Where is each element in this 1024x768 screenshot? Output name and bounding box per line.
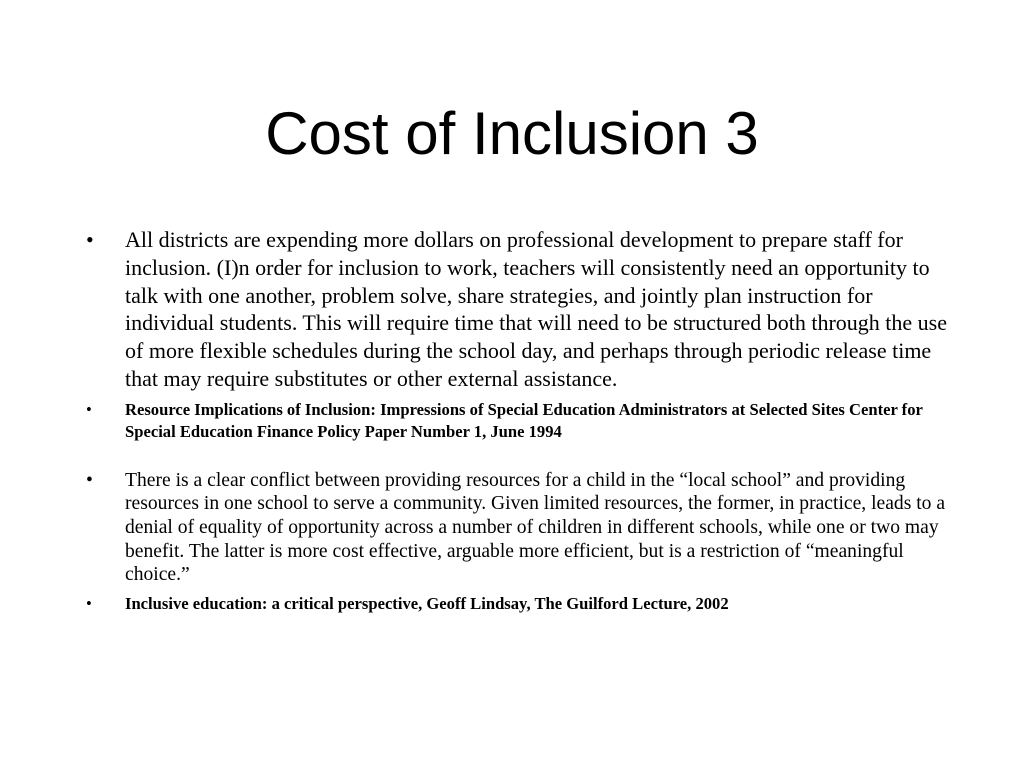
bullet-marker: •	[86, 399, 92, 419]
slide-title: Cost of Inclusion 3	[265, 100, 759, 167]
bullet-marker: •	[86, 469, 93, 491]
bullet-item-citation-inclusive-education	[80, 593, 950, 615]
bullet-item-local-school-conflict	[80, 469, 950, 587]
citation-text: Resource Implications of Inclusion: Impressions of Special Education Administrators at Selected Sites Center for Special Education Finance Policy Paper Number 1, June 1994	[125, 399, 923, 441]
bullet-text: There is a clear conflict between providing resources for a child in the “local school” and providing resources in one school to serve a community. Given limited resources, the former, in practice, leads to a denial of equality of opportunity across a number of children in different schools, while one or two may benefit. The latter is more cost effective, arguable more efficient, but is a restriction of “meaningful choice.”	[125, 469, 946, 586]
bullet-list	[80, 226, 950, 615]
citation-text: Inclusive education: a critical perspective, Geoff Lindsay, The Guilford Lecture, 2002	[125, 593, 729, 613]
bullet-marker: •	[86, 593, 92, 613]
bullet-item-citation-resource-implications	[80, 399, 950, 443]
bullet-text: All districts are expending more dollars on professional development to prepare staff for inclusion. (I)n order for inclusion to work, teachers will consistently need an opportunity to talk with one another, problem solve, share strategies, and jointly plan instruction for individual students. This will require time that will need to be structured both through the use of more flexible schedules during the school day, and perhaps through periodic release time that may require substitutes or other external assistance.	[125, 227, 948, 391]
bullet-item-professional-development	[80, 226, 950, 393]
bullet-marker: •	[86, 227, 94, 252]
